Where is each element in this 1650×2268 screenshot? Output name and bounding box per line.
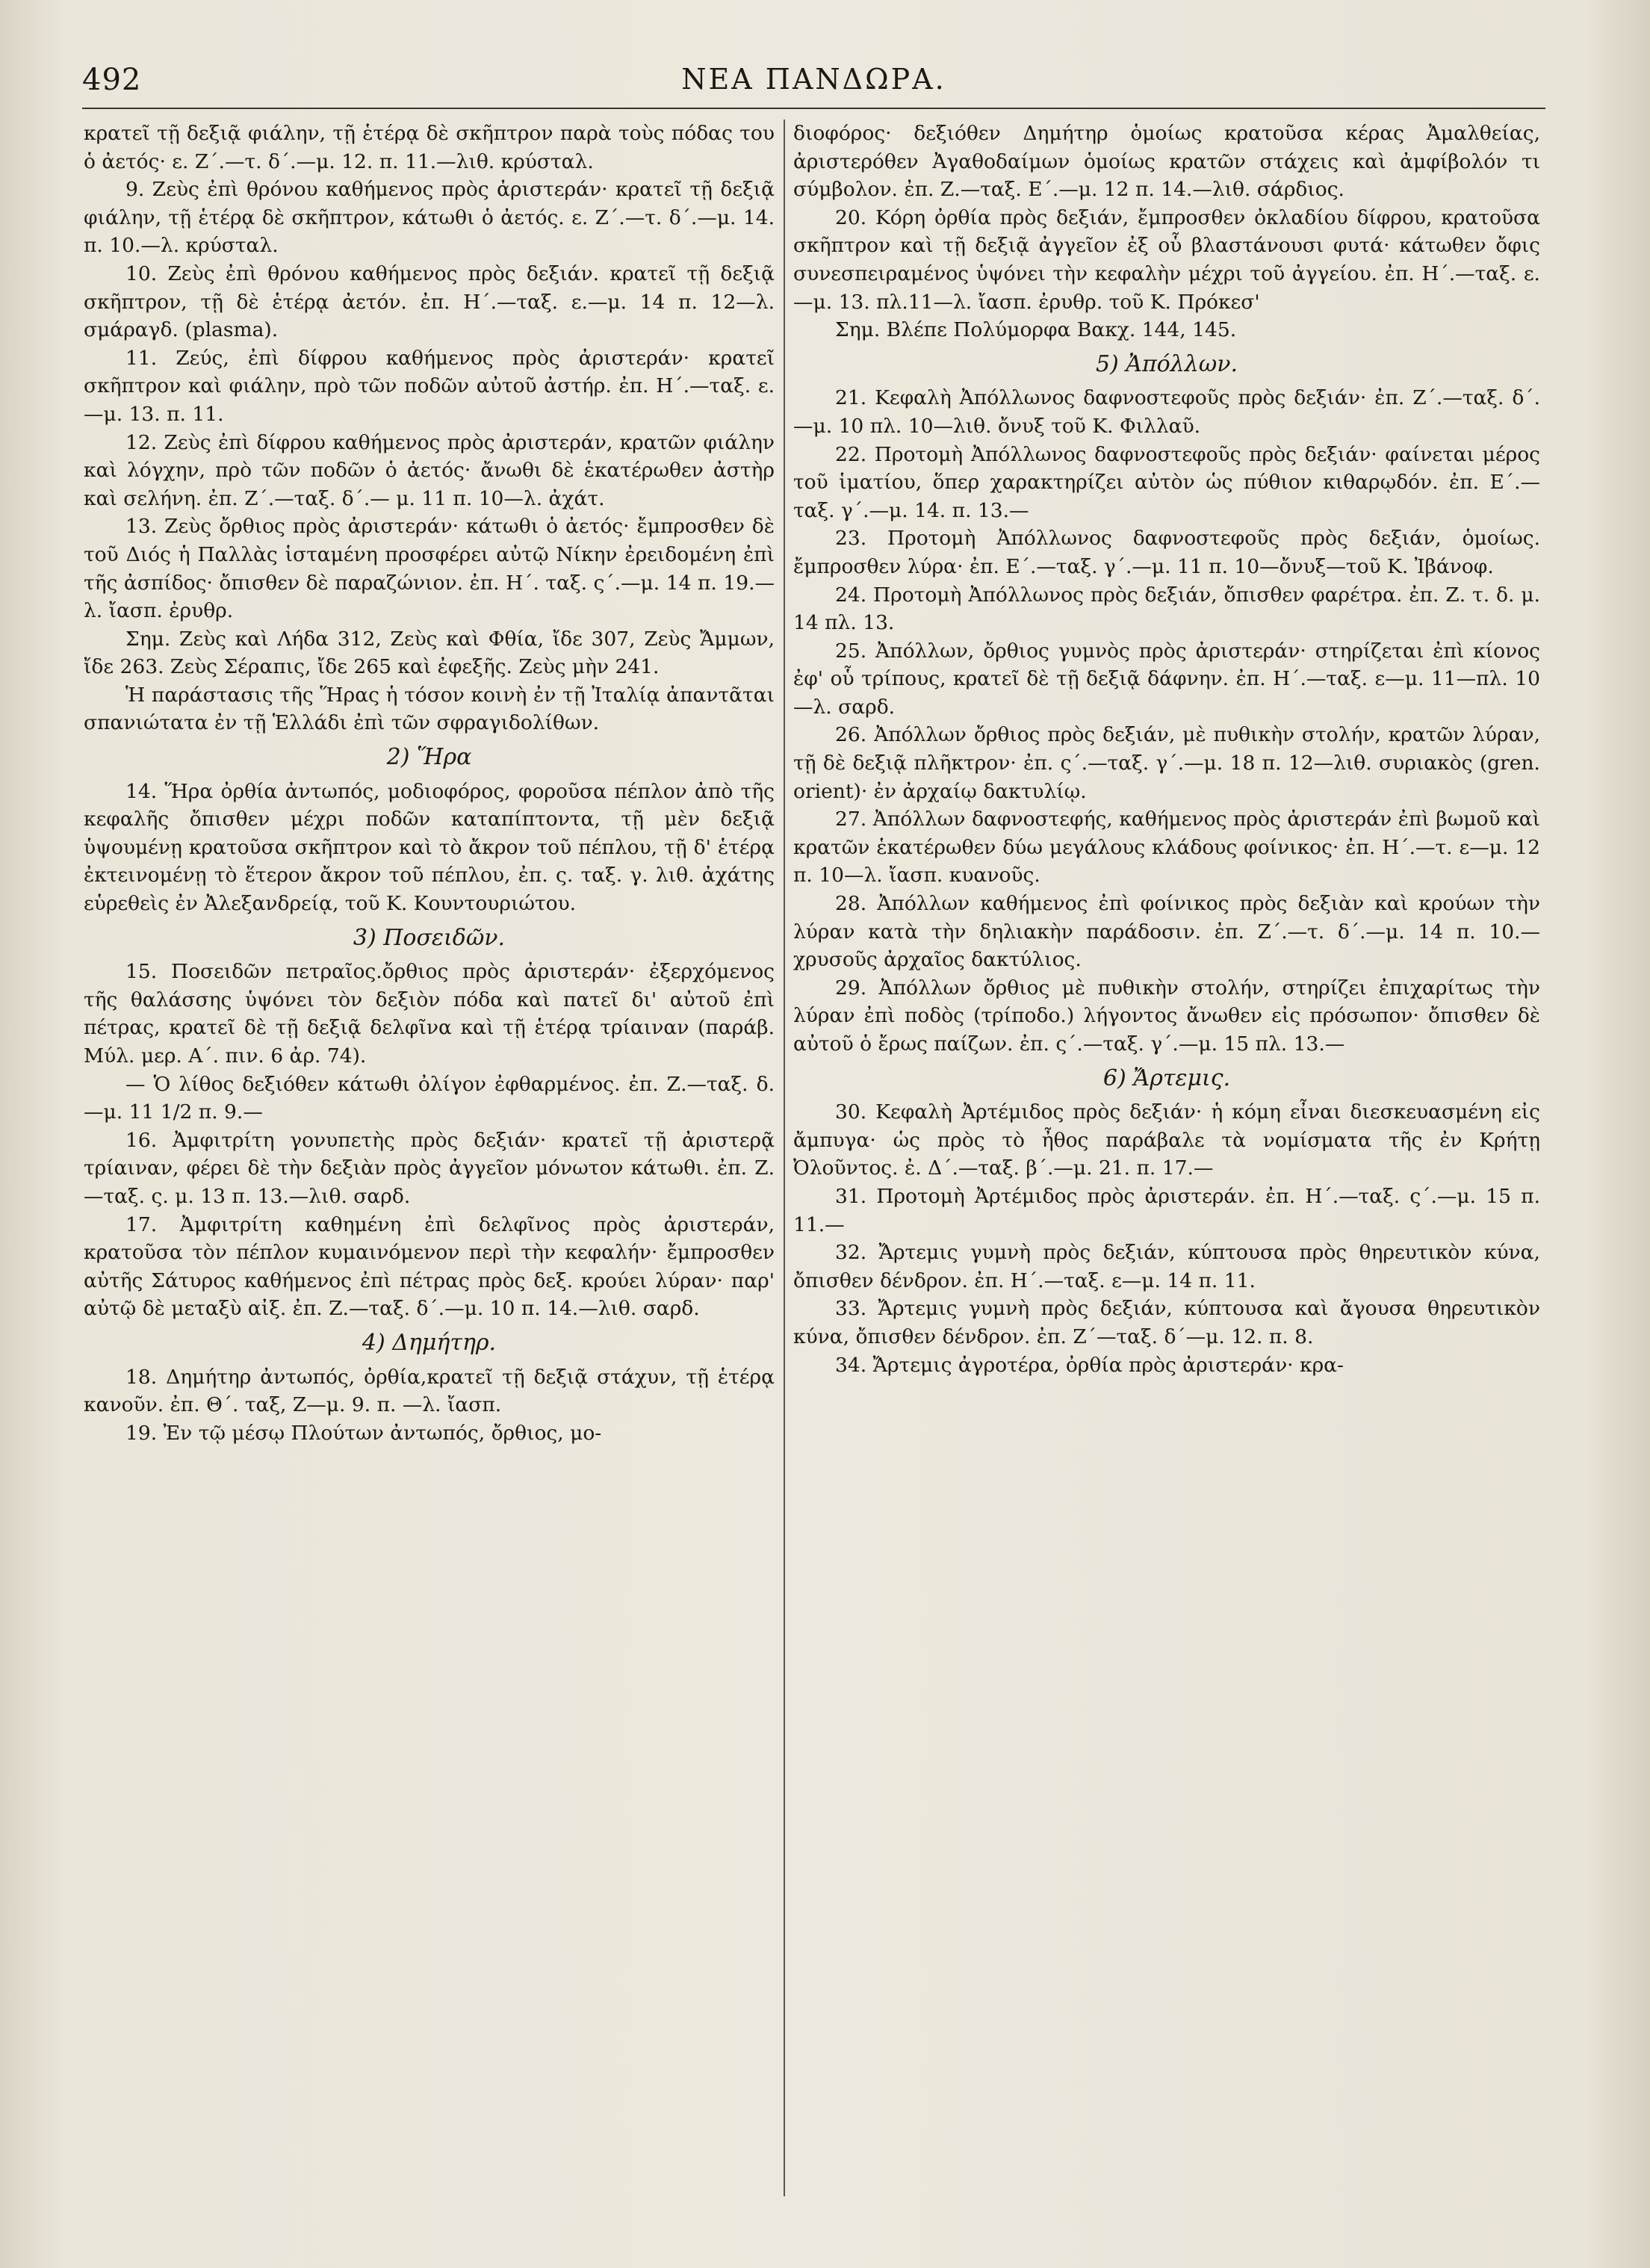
catalogue-entry: 10. Ζεὺς ἐπὶ θρόνου καθήμενος πρὸς δεξιάν. κρατεῖ τῇ δεξιᾷ σκῆπτρον, τῇ δὲ ἑτέρᾳ ἀετόν. ἐπ. Η΄.—ταξ. ε.—μ. 14 π. 12—λ. σμάραγδ. (plasma). (84, 261, 775, 342)
section-heading: 4) Δημήτηρ. (362, 1329, 497, 1356)
page-number: 492 (82, 63, 142, 97)
catalogue-entry: 15. Ποσειδῶν πετραῖος.ὄρθιος πρὸς ἀριστεράν· ἐξερχόμενος τῆς θαλάσσης ὑψόνει τὸν δεξιὸν πόδα καὶ πατεῖ δι' αὐτοῦ ἐπὶ πέτρας, κρατεῖ δὲ τῇ δεξιᾷ δελφῖνα καὶ τῇ ἑτέρᾳ τρίαιναν (παράβ. Μύλ. μερ. Α΄. πιν. 6 ἀρ. 74). (84, 960, 775, 1068)
section-heading: 3) Ποσειδῶν. (353, 924, 506, 951)
catalogue-entry: 34. Ἄρτεμις ἀγροτέρα, ὀρθία πρὸς ἀριστεράν· κρα- (835, 1353, 1344, 1377)
catalogue-entry: 20. Κόρη ὀρθία πρὸς δεξιάν, ἔμπροσθεν ὀκλαδίου δίφρου, κρατοῦσα σκῆπτρον καὶ τῇ δεξιᾷ ἀγγεῖον ἐξ οὗ βλαστάνουσι φυτά· κάτωθεν ὄφις συνεσπειραμένος ὑψόνει τὴν κεφαλὴν μέχρι τοῦ ἀγγείου. ἐπ. Η΄.—ταξ. ε.—μ. 13. πλ.11—λ. ἴασπ. ἐρυθρ. τοῦ Κ. Πρόκεσ' (793, 205, 1540, 314)
catalogue-entry: 22. Προτομὴ Ἀπόλλωνος δαφνοστεφοῦς πρὸς δεξιάν· φαίνεται μέρος τοῦ ἱματίου, ὅπερ χαρακτηρίζει αὐτὸν ὡς πύθιον κιθαρῳδόν. ἐπ. Ε΄.—ταξ. γ΄.—μ. 14. π. 13.— (793, 442, 1540, 522)
section-heading: 6) Ἄρτεμις. (1102, 1065, 1231, 1091)
catalogue-entry: κρατεῖ τῇ δεξιᾷ φιάλην, τῇ ἑτέρᾳ δὲ σκῆπτρον παρὰ τοὺς πόδας του ὁ ἀετός· ε. Ζ΄.—τ. δ΄.—μ. 12. π. 11.—λιθ. κρύσταλ. (84, 122, 775, 173)
catalogue-entry: 19. Ἐν τῷ μέσῳ Πλούτων ἀντωπός, ὄρθιος, μο- (125, 1421, 602, 1445)
catalogue-entry: 29. Ἀπόλλων ὄρθιος μὲ πυθικὴν στολήν, στηρίζει ἐπιχαρίτως τὴν λύραν ἐπὶ ποδὸς (τρίποδο.) λήγοντος ἄνωθεν εἰς πρόσωπον· ὄπισθεν δὲ αὐτοῦ ὁ ἔρως παίζων. ἐπ. ς΄.—ταξ. γ΄.—μ. 15 πλ. 13.— (793, 976, 1540, 1056)
catalogue-entry: 14. Ἥρα ὀρθία ἀντωπός, μοδιοφόρος, φοροῦσα πέπλον ἀπὸ τῆς κεφαλῆς ὄπισθεν μέχρι ποδῶν καταπίπτοντα, τῇ μὲν δεξιᾷ ὑψουμένῃ κρατοῦσα σκῆπτρον καὶ τὸ ἄκρον τοῦ πέπλου, τῇ δ' ἑτέρᾳ ἐκτεινομένῃ τὸ ἕτερον ἄκρον τοῦ πέπλου, ἐπ. ς. ταξ. γ. λιθ. ἀχάτης εὑρεθεὶς ἐν Ἀλεξανδρείᾳ, τοῦ Κ. Κουντουριώτου. (84, 779, 775, 916)
catalogue-entry: 26. Ἀπόλλων ὄρθιος πρὸς δεξιάν, μὲ πυθικὴν στολήν, κρατῶν λύραν, τῇ δὲ δεξιᾷ πλῆκτρον· ἐπ. ς΄.—ταξ. γ΄.—μ. 18 π. 12—λιθ. συριακὸς (gren. orient)· ἐν ἀρχαίῳ δακτυλίῳ. (793, 723, 1540, 803)
catalogue-entry: 24. Προτομὴ Ἀπόλλωνος πρὸς δεξιάν, ὄπισθεν φαρέτρα. ἐπ. Ζ. τ. δ. μ. 14 πλ. 13. (793, 583, 1540, 635)
section-heading: 5) Ἀπόλλων. (1095, 350, 1238, 377)
running-title: ΝΕΑ ΠΑΝΔΩΡΑ. (681, 63, 946, 96)
catalogue-entry: 28. Ἀπόλλων καθήμενος ἐπὶ φοίνικος πρὸς δεξιὰν καὶ κρούων τὴν λύραν κατὰ τὴν δηλιακὴν παράδοσιν. ἐπ. Ζ΄.—τ. δ΄.—μ. 14 π. 10.—χρυσοῦς ἀρχαῖος δακτύλιος. (793, 892, 1540, 972)
catalogue-entry: 21. Κεφαλὴ Ἀπόλλωνος δαφνοστεφοῦς πρὸς δεξιάν· ἐπ. Ζ΄.—ταξ. δ΄.—μ. 10 πλ. 10—λιθ. ὄνυξ τοῦ Κ. Φιλλαῦ. (793, 386, 1540, 438)
left-column (84, 120, 775, 2241)
catalogue-entry: Σημ. Βλέπε Πολύμορφα Βακχ. 144, 145. (835, 318, 1237, 342)
right-column (793, 120, 1540, 2241)
column-divider (784, 120, 785, 2196)
catalogue-entry: 23. Προτομὴ Ἀπόλλωνος δαφνοστεφοῦς πρὸς δεξιάν, ὁμοίως. ἔμπροσθεν λύρα· ἐπ. Ε΄.—ταξ. γ΄.—μ. 11 π. 10—ὄνυξ—τοῦ Κ. Ἰβάνοφ. (793, 527, 1540, 578)
catalogue-entry: 31. Προτομὴ Ἀρτέμιδος πρὸς ἀριστεράν. ἐπ. Η΄.—ταξ. ς΄.—μ. 15 π. 11.— (793, 1184, 1540, 1236)
catalogue-entry: 17. Ἀμφιτρίτη καθημένη ἐπὶ δελφῖνος πρὸς ἀριστεράν, κρατοῦσα τὸν πέπλον κυμαινόμενον περὶ τὴν κεφαλήν· ἔμπροσθεν αὐτῆς Σάτυρος καθήμενος ἐπὶ πέτρας πρὸς δεξ. κρούει λύραν· παρ' αὐτῷ δὲ μεταξὺ αἰξ. ἐπ. Ζ.—ταξ. δ΄.—μ. 10 π. 14.—λιθ. σαρδ. (84, 1212, 775, 1321)
section-heading: 2) Ἥρα (386, 744, 472, 771)
catalogue-entry: 18. Δημήτηρ ἀντωπός, ὀρθία,κρατεῖ τῇ δεξιᾷ στάχυν, τῇ ἑτέρᾳ κανοῦν. ἐπ. Θ΄. ταξ, Ζ—μ. 9. π. —λ. ἴασπ. (84, 1365, 775, 1417)
catalogue-entry: 25. Ἀπόλλων, ὄρθιος γυμνὸς πρὸς ἀριστεράν· στηρίζεται ἐπὶ κίονος ἐφ' οὗ τρίπους, κρατεῖ δὲ τῇ δεξιᾷ δάφνην. ἐπ. Η΄.—ταξ. ε—μ. 11—πλ. 10—λ. σαρδ. (793, 639, 1540, 719)
catalogue-entry: 13. Ζεὺς ὄρθιος πρὸς ἀριστεράν· κάτωθι ὁ ἀετός· ἔμπροσθεν δὲ τοῦ Διός ἡ Παλλὰς ἱσταμένη προσφέρει αὐτῷ Νίκην ἐρειδομένη ἐπὶ τῆς ἀσπίδος· ὄπισθεν δὲ παραζώνιον. ἐπ. Η΄. ταξ. ς΄.—μ. 14 π. 19.—λ. ἴασπ. ἐρυθρ. (84, 515, 775, 623)
catalogue-entry: Ἡ παράστασις τῆς Ἥρας ἡ τόσον κοινὴ ἐν τῇ Ἰταλίᾳ ἀπαντᾶται σπανιώτατα ἐν τῇ Ἑλλάδι ἐπὶ τῶν σφραγιδολίθων. (84, 683, 775, 735)
catalogue-entry: 27. Ἀπόλλων δαφνοστεφής, καθήμενος πρὸς ἀριστεράν ἐπὶ βωμοῦ καὶ κρατῶν ἑκατέρωθεν δύω μεγάλους κλάδους φοίνικος· ἐπ. Η΄.—τ. ε—μ. 12 π. 10—λ. ἴασπ. κυανοῦς. (793, 808, 1540, 887)
catalogue-entry: 16. Ἀμφιτρίτη γονυπετὴς πρὸς δεξιάν· κρατεῖ τῇ ἀριστερᾷ τρίαιναν, φέρει δὲ τὴν δεξιὰν πρὸς ἀγγεῖον μόνωτον κάτωθι. ἐπ. Ζ.—ταξ. ς. μ. 13 π. 13.—λιθ. σαρδ. (84, 1128, 775, 1208)
catalogue-entry: 11. Ζεύς, ἐπὶ δίφρου καθήμενος πρὸς ἀριστεράν· κρατεῖ σκῆπτρον καὶ φιάλην, πρὸ τῶν ποδῶν αὐτοῦ ἀστήρ. ἐπ. Η΄.—ταξ. ε.—μ. 13. π. 11. (84, 346, 775, 426)
catalogue-entry: 30. Κεφαλὴ Ἀρτέμιδος πρὸς δεξιάν· ἡ κόμη εἶναι διεσκευασμένη εἰς ἄμπυγα· ὡς πρὸς τὸ ἦθος παράβαλε τὰ νομίσματα τῆς ἐν Κρήτῃ Ὀλοῦντος. ἐ. Δ΄.—ταξ. β΄.—μ. 21. π. 17.— (793, 1100, 1540, 1180)
page-header (82, 63, 1545, 109)
catalogue-entry: 12. Ζεὺς ἐπὶ δίφρου καθήμενος πρὸς ἀριστεράν, κρατῶν φιάλην καὶ λόγχην, πρὸ τῶν ποδῶν ὁ ἀετός· ἄνωθι δὲ ἑκατέρωθεν ἀστὴρ καὶ σελήνη. ἐπ. Ζ΄.—ταξ. δ΄.— μ. 11 π. 10—λ. ἀχάτ. (84, 430, 775, 510)
catalogue-entry: 33. Ἄρτεμις γυμνὴ πρὸς δεξιάν, κύπτουσα καὶ ἄγουσα θηρευτικὸν κύνα, ὄπισθεν δένδρον. ἐπ. Ζ΄—ταξ. δ΄—μ. 12. π. 8. (793, 1297, 1540, 1348)
catalogue-entry: Σημ. Ζεὺς καὶ Λήδα 312, Ζεὺς καὶ Φθία, ἴδε 307, Ζεὺς Ἄμμων, ἴδε 263. Ζεὺς Σέραπις, ἴδε 265 καὶ ἐφεξῆς. Ζεὺς μὴν 241. (84, 627, 775, 679)
catalogue-entry: διοφόρος· δεξιόθεν Δημήτηρ ὁμοίως κρατοῦσα κέρας Ἀμαλθείας, ἀριστερόθεν Ἀγαθοδαίμων ὁμοίως κρατῶν στάχεις καὶ ἀμφίβολόν τι σύμβολον. ἐπ. Ζ.—ταξ. Ε΄.—μ. 12 π. 14.—λιθ. σάρδιος. (793, 122, 1540, 202)
catalogue-entry: — Ὁ λίθος δεξιόθεν κάτωθι ὀλίγον ἐφθαρμένος. ἐπ. Ζ.—ταξ. δ.—μ. 11 1/2 π. 9.— (84, 1072, 775, 1124)
catalogue-entry: 32. Ἄρτεμις γυμνὴ πρὸς δεξιάν, κύπτουσα πρὸς θηρευτικὸν κύνα, ὄπισθεν δένδρον. ἐπ. Η΄.—ταξ. ε—μ. 14 π. 11. (793, 1241, 1540, 1292)
catalogue-entry: 9. Ζεὺς ἐπὶ θρόνου καθήμενος πρὸς ἀριστεράν· κρατεῖ τῇ δεξιᾷ φιάλην, τῇ ἑτέρᾳ δὲ σκῆπτρον, κάτωθι ὁ ἀετός. ε. Ζ΄.—τ. δ΄.—μ. 14. π. 10.—λ. κρύσταλ. (84, 178, 775, 258)
